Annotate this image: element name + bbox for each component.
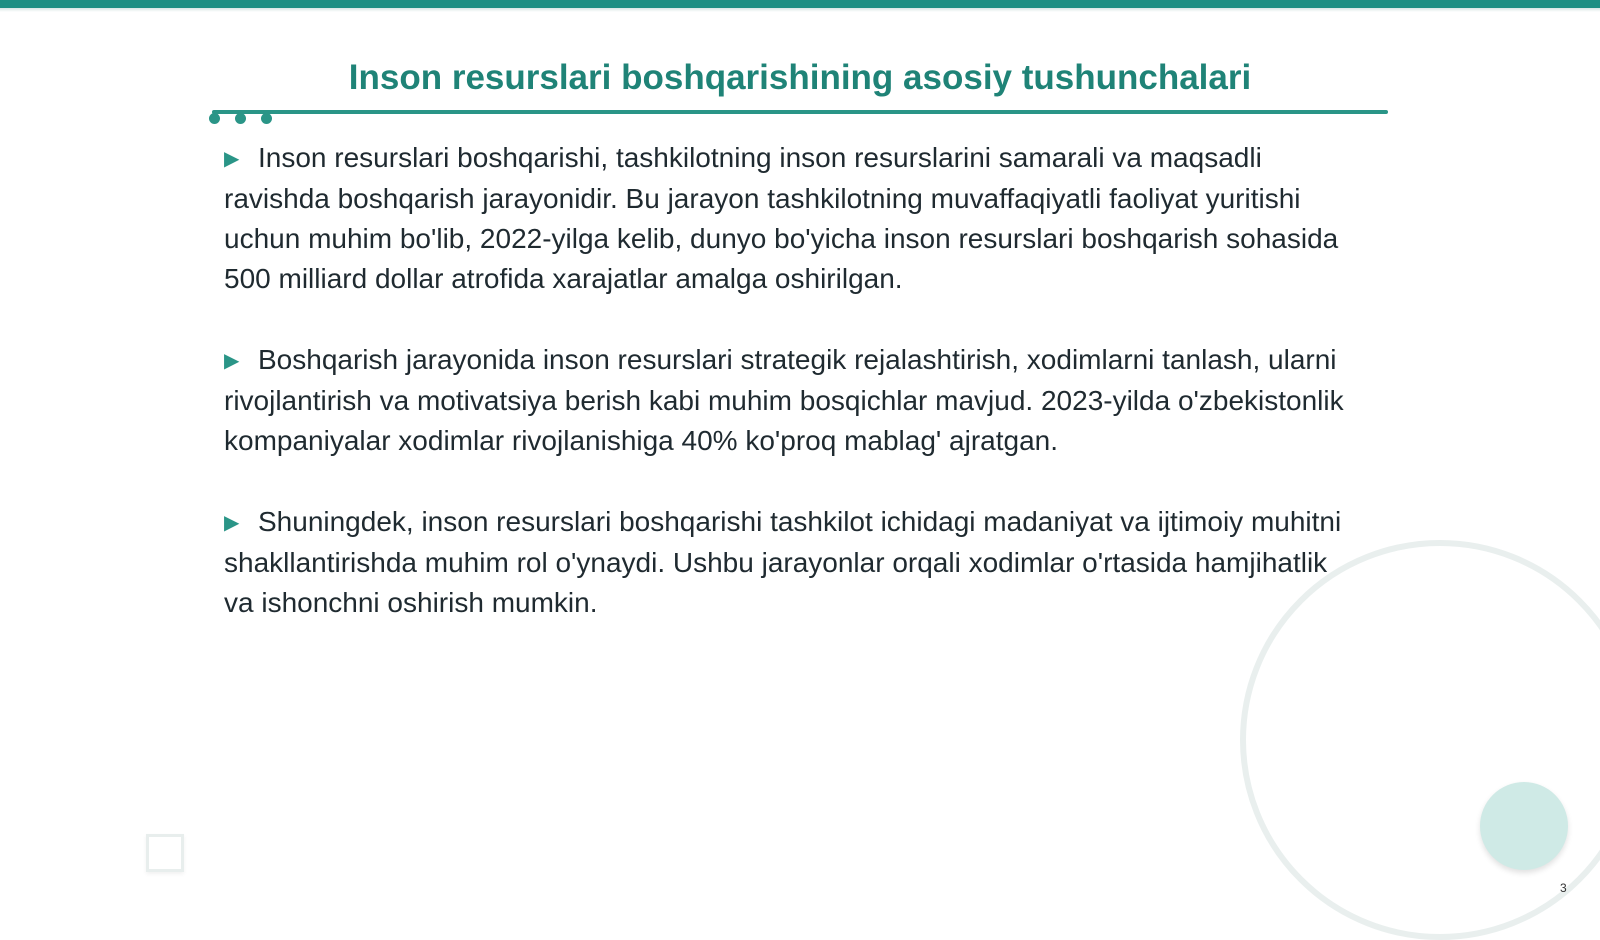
title-underline [212,110,1388,114]
decorative-dot [235,113,246,124]
slide-title: Inson resurslari boshqarishining asosiy tushunchalari [348,58,1252,97]
decorative-square [146,834,184,872]
bullet-paragraph-1 [224,138,1364,299]
paragraph-text: Shuningdek, inson resurslari boshqarishi tashkilot ichidagi madaniyat va ijtimoiy muhitni shakllantirishda muhim rol o'ynaydi. Ushbu jarayonlar orqali xodimlar o'rtasida hamjihatlik va ishonchni oshirish mumkin. [224,506,1342,618]
bullet-paragraph-3 [224,502,1364,623]
decorative-dot [261,113,272,124]
triangle-right-icon: ▶ [224,148,240,170]
bullet-paragraph-2 [224,340,1364,461]
paragraph-text: Boshqarish jarayonida inson resurslari strategik rejalashtirish, xodimlarni tanlash, ularni rivojlantirish va motivatsiya berish kabi muhim bosqichlar mavjud. 2023-yilda o'zbekistonlik kompaniyalar xodimlar rivojlanishiga 40% ko'proq mablag' ajratgan. [224,344,1344,456]
decorative-dot [209,113,220,124]
top-accent-bar [0,0,1600,8]
triangle-right-icon: ▶ [224,512,240,534]
page-number: 3 [1560,881,1567,895]
decorative-disc [1480,782,1568,870]
triangle-right-icon: ▶ [224,350,240,372]
paragraph-text: Inson resurslari boshqarishi, tashkilotning inson resurslarini samarali va maqsadli ravishda boshqarish jarayonidir. Bu jarayon tashkilotning muvaffaqiyatli faoliyat yuritishi uchun muhim bo'lib, 2022-yilga kelib, dunyo bo'yicha inson resurslari boshqarish sohasida 500 milliard dollar atrofida xarajatlar amalga oshirilgan. [224,142,1339,294]
top-accent-shadow [0,8,1600,12]
slide-body [224,138,1364,664]
